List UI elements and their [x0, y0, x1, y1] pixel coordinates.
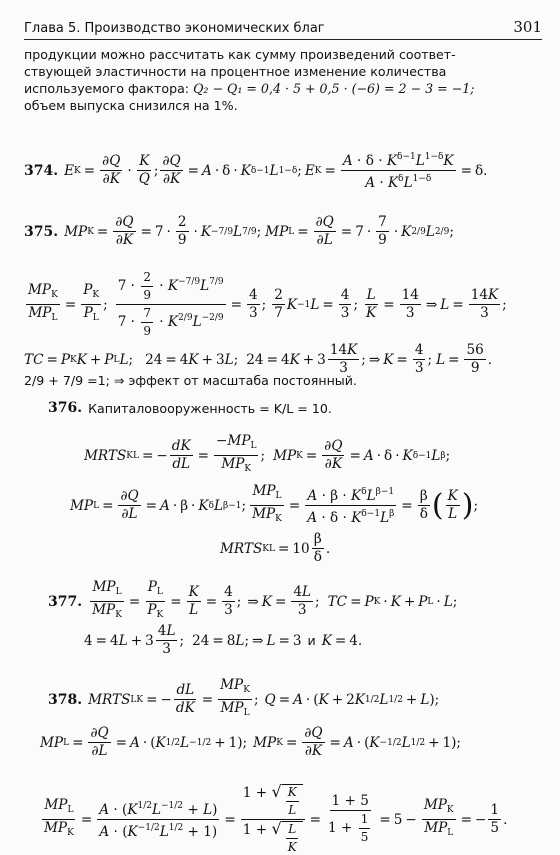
intro-line: используемого фактора: Q₂ − Q₁ = 0,4 · 5 + 0,5 · (−6) = 2 − 3 = −1; [24, 81, 475, 96]
problem-376-text: Капиталовооруженность = K/L = 10. [88, 400, 332, 416]
problem-number: 377. [48, 593, 83, 610]
equation-378-mp: MP L = $\frac{\partial Q}{\partial L}$ = A · ( K 1/2 L −1/2 + 1); MP K = $\frac{\partial Q}{\partial K}$ = A · ( K −1/2 L 1/2 + 1); [40, 725, 462, 759]
equation-376-result: MRTS KL = 10 $\frac{\beta}{\delta}$ . [220, 531, 331, 565]
textbook-page [24, 18, 542, 854]
problem-375: 375. MP K = $\frac{\partial Q}{\partial K}$ = 7 · $\frac{2}{9}$ · K −7/9 L 7/9 ; MP L = $\frac{\partial Q}{\partial L}$ = 7 · $\frac{7}{9}$ · K 2/9 L 2/9 ; [24, 214, 454, 248]
equation-377-solve: 4 = 4 L + 3 $\frac{4L}{3}$ ; 24 = 8 L ; ⇒ L = 3 и K = 4. [84, 623, 363, 657]
intro-line: объем выпуска снизился на 1%. [24, 98, 238, 113]
intro-paragraph [24, 46, 542, 114]
equation-375-ratio: $\frac{MP_K}{MP_L}$ = $\frac{P_K}{P_L}$ ; 7 · $\frac{2}{9}$ · $K^{-7/9}L^{7/9}$ 7 · $\frac{7}{9}$ · $K^{2/9}L^{-2/9}$ = $\frac{4}{3}$ ; $\frac{2}{7}$ K −1 L = $\frac{4}{3}$ ; $\frac{L}{K}$ = $\frac{14}{3}$ ⇒ L = $\frac{14K}{3}$ ; [28, 270, 507, 338]
chapter-title: Глава 5. Производство экономических благ [24, 21, 325, 36]
equation-378-ratio: $\frac{MP_L}{MP_K}$ = $\frac{A \cdot (K^{1/2}L^{-1/2} + L)}{A \cdot (K^{-1/2}L^{1/2} + 1)}$ = 1 + √ $\frac{K}{L}$ 1 + √ $\frac{L}{K}$ = 1 + 5 1 + $\frac{1}{5}$ = 5 − $\frac{MP_K}{MP_L}$ = − $\frac{1}{5}$ . [44, 782, 508, 854]
equation-376-mpl: MP L = $\frac{\partial Q}{\partial L}$ = A · β · K δ L β−1 ; $\frac{MP_L}{MP_K}$ = $\frac{A \cdot \beta \cdot K^\delta L^{\beta-1}}{A \cdot \delta \cdot K^{\delta-1}L^\beta}$ = $\frac{\beta}{\delta}$ ( $\frac{K}{L}$ ) ; [70, 483, 479, 526]
problem-377: 377. $\frac{MP_L}{MP_K}$ = $\frac{P_L}{P_K}$ = $\frac{K}{L}$ = $\frac{4}{3}$ ; ⇒ K = $\frac{4L}{3}$ ; TC = P K · K + P L · L ; [48, 579, 458, 620]
problem-376 [24, 400, 542, 416]
problem-374: 374. E K = $\frac{\partial Q}{\partial K}$ · $\frac{K}{Q}$ ; $\frac{\partial Q}{\partial K}$ = A · δ · K δ−1 L 1−δ ; E K = $\frac{A \cdot \delta \cdot K^{\delta-1}L^{1-\delta}K}{A \cdot K^\delta L^{1-\delta}}$ = δ. [24, 152, 488, 191]
equation-375-cost: TC = P K K + P L L ; 24 = 4 K + 3 L ; 24 = 4 K + 3 $\frac{14K}{3}$ ; ⇒ K = $\frac{4}{3}$ ; L = $\frac{56}{9}$ . [24, 342, 493, 376]
problem-number: 375. [24, 223, 59, 240]
page-number: 301 [513, 18, 542, 36]
problem-378: 378. MRTS LK = − $\frac{dL}{dK}$ = $\frac{MP_K}{MP_L}$ ; Q = A · ( K + 2 K 1/2 L 1/2 + L ); [48, 677, 440, 718]
problem-number: 374. [24, 162, 59, 179]
intro-line: ствующей эластичности на процентное изменение количества [24, 64, 447, 79]
problem-number: 378. [48, 691, 83, 708]
equation-376-mrts: MRTS KL = − $\frac{dK}{dL}$ = $\frac{-MP_L}{MP_K}$ ; MP K = $\frac{\partial Q}{\partial K}$ = A · δ · K δ−1 L β ; [84, 433, 451, 474]
page-header [24, 18, 542, 40]
scale-effect-text: 2/9 + 7/9 =1; ⇒ эффект от масштаба постоянный. [24, 373, 357, 388]
problem-number: 376. [48, 400, 83, 416]
intro-line: продукции можно рассчитать как сумму произведений соответ- [24, 47, 456, 62]
